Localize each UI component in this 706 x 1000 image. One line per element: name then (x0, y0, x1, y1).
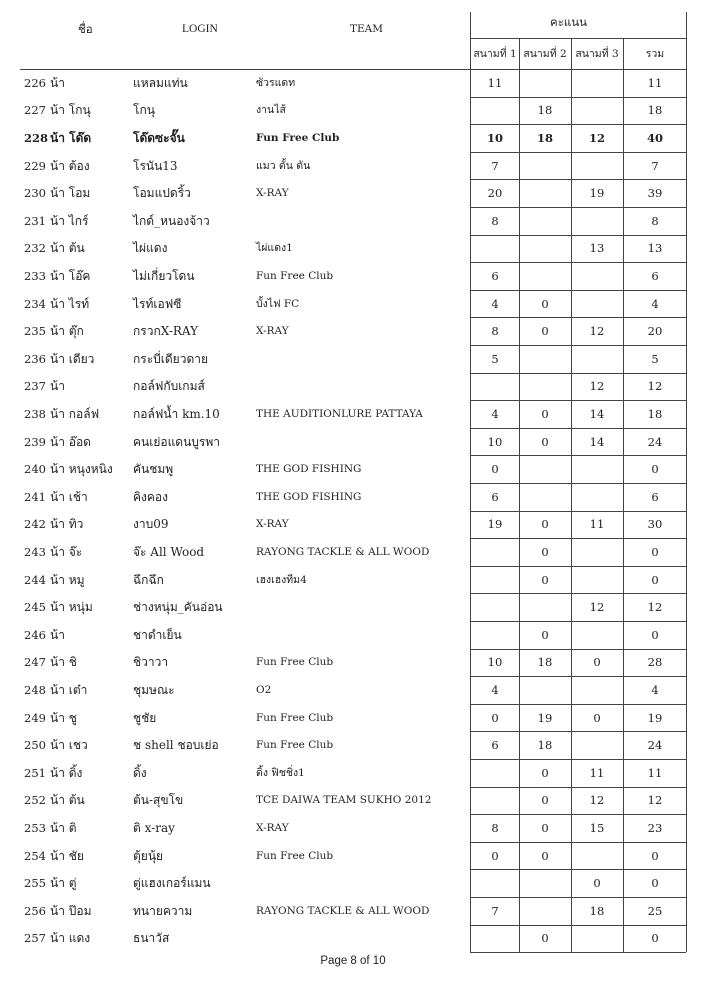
table-row (0, 179, 706, 207)
row-login: ช่างหนุ่ม_คันอ่อน (133, 600, 223, 615)
row-name: น้า ไรท์ (50, 296, 90, 311)
row-divider (470, 814, 686, 815)
row-total: 18 (647, 103, 663, 118)
row-score-field-2: 0 (541, 544, 549, 559)
row-score-field-1: 4 (491, 406, 499, 421)
row-score-field-1: 4 (491, 296, 499, 311)
row-team: RAYONG TACKLE & ALL WOOD (256, 904, 430, 917)
row-score-field-1: 7 (491, 903, 499, 918)
row-team: เฮงเฮงทีม4 (256, 573, 307, 586)
row-team: ดิ้ง ฟิชชิ่ง1 (256, 766, 305, 779)
row-login: ชูชัย (133, 710, 157, 725)
row-name: น้า ต้น (50, 793, 85, 808)
row-total: 24 (647, 738, 663, 753)
vertical-divider (623, 38, 624, 952)
row-name: น้า อ๊อด (50, 434, 91, 449)
row-divider (470, 373, 686, 374)
row-name: น้า หนุ่ม (50, 600, 93, 615)
table-row (0, 400, 706, 428)
row-team: THE GOD FISHING (256, 463, 362, 476)
row-number: 227 (24, 103, 46, 118)
row-name: น้า ติ (50, 820, 77, 835)
row-number: 253 (24, 820, 46, 835)
row-score-field-1: 10 (487, 434, 503, 449)
row-score-field-2: 0 (541, 572, 549, 587)
row-score-field-2: 0 (541, 434, 549, 449)
row-divider (470, 345, 686, 346)
row-divider (470, 925, 686, 926)
row-team: งานไส้ (256, 104, 286, 117)
table-row (0, 842, 706, 870)
row-login: กอล์ฟกับเกมส์ (133, 379, 205, 394)
row-score-field-2: 0 (541, 406, 549, 421)
row-score-field-3: 12 (589, 379, 605, 394)
row-login: คนเย่อแดนบูรพา (133, 434, 221, 449)
row-score-field-2: 0 (541, 848, 549, 863)
row-login: กรวกX-RAY (133, 324, 199, 339)
row-score-field-1: 0 (491, 848, 499, 863)
row-score-field-3: 14 (589, 406, 605, 421)
row-number: 247 (24, 655, 46, 670)
row-score-field-2: 19 (537, 710, 553, 725)
row-number: 229 (24, 158, 46, 173)
row-login: กอล์ฟน้ำ km.10 (133, 406, 220, 421)
vertical-divider (571, 38, 572, 952)
row-login: งาบ09 (133, 517, 169, 532)
row-login: โกนุ (133, 103, 155, 118)
table-row (0, 925, 706, 953)
table-row (0, 593, 706, 621)
row-score-field-2: 0 (541, 820, 549, 835)
vertical-divider (686, 12, 687, 952)
row-total: 25 (647, 903, 663, 918)
row-number: 243 (24, 544, 46, 559)
row-total: 0 (651, 627, 659, 642)
row-name: น้า โด๊ด (50, 130, 92, 145)
row-score-field-1: 0 (491, 710, 499, 725)
row-total: 8 (651, 213, 659, 228)
row-total: 0 (651, 848, 659, 863)
row-team: ซัวรแดท (256, 76, 296, 89)
row-divider (470, 455, 686, 456)
row-number: 231 (24, 213, 46, 228)
row-score-field-3: 0 (593, 655, 601, 670)
row-divider (470, 731, 686, 732)
row-total: 0 (651, 931, 659, 946)
row-team: Fun Free Club (256, 656, 334, 669)
row-total: 18 (647, 406, 663, 421)
row-name: น้า จ๊ะ (50, 544, 83, 559)
row-team: ไผ่แดง1 (256, 242, 293, 255)
row-divider (470, 262, 686, 263)
row-score-field-2: 0 (541, 793, 549, 808)
row-divider (470, 759, 686, 760)
row-login: ไกด์_หนองจ้าว (133, 213, 210, 228)
row-number: 251 (24, 765, 46, 780)
score-header-divider (470, 38, 686, 39)
row-divider (470, 538, 686, 539)
row-team: Fun Free Club (256, 711, 334, 724)
row-team: X-RAY (256, 325, 289, 338)
table-row (0, 759, 706, 787)
row-number: 245 (24, 600, 46, 615)
row-login: ตุ้ยนุ้ย (133, 848, 164, 863)
row-name: น้า ตู่ (50, 876, 77, 891)
table-row (0, 787, 706, 815)
row-name: น้า โกนุ (50, 103, 91, 118)
row-name: น้า ดิ้ง (50, 765, 83, 780)
row-score-field-2: 0 (541, 324, 549, 339)
row-name: น้า เดียว (50, 351, 95, 366)
row-number: 238 (24, 406, 46, 421)
table-row (0, 731, 706, 759)
row-number: 249 (24, 710, 46, 725)
row-divider (470, 593, 686, 594)
row-score-field-3: 12 (588, 130, 605, 145)
table-row (0, 814, 706, 842)
row-login: คิงคอง (133, 489, 168, 504)
row-team: THE AUDITIONLURE PATTAYA (256, 407, 423, 420)
header-name: ชื่อ (78, 22, 93, 36)
header-field-2: สนามที่ 2 (523, 48, 567, 60)
row-name: น้า เช้า (50, 489, 88, 504)
row-total: 0 (651, 572, 659, 587)
row-total: 11 (647, 765, 663, 780)
row-number: 241 (24, 489, 46, 504)
table-row (0, 649, 706, 677)
row-name: น้า แดง (50, 931, 91, 946)
row-number: 236 (24, 351, 46, 366)
header-team: TEAM (350, 23, 384, 35)
table-row (0, 538, 706, 566)
table-row (0, 124, 706, 152)
row-score-field-2: 0 (541, 296, 549, 311)
row-number: 234 (24, 296, 46, 311)
row-name: น้า เชว (50, 738, 88, 753)
row-login: ช shell ชอบเย่อ (133, 738, 219, 753)
row-login: ทนายความ (133, 903, 193, 918)
row-total: 6 (651, 268, 659, 283)
row-score-field-2: 18 (536, 130, 553, 145)
row-total: 20 (647, 324, 663, 339)
row-name: น้า เต๋า (50, 682, 88, 697)
row-score-field-3: 18 (589, 903, 605, 918)
row-team: Fun Free Club (256, 269, 334, 282)
row-score-field-3: 14 (589, 434, 605, 449)
row-number: 242 (24, 517, 46, 532)
row-total: 4 (651, 682, 659, 697)
row-divider (470, 511, 686, 512)
row-divider (470, 97, 686, 98)
row-team: X-RAY (256, 187, 289, 200)
row-divider (470, 235, 686, 236)
row-number: 254 (24, 848, 46, 863)
table-row (0, 235, 706, 263)
row-login: ฉึกฉึก (133, 572, 164, 587)
row-total: 24 (647, 434, 663, 449)
table-row (0, 207, 706, 235)
row-total: 28 (647, 655, 663, 670)
row-name: น้า ตุ๊ก (50, 324, 84, 339)
header-login: LOGIN (182, 23, 218, 35)
row-total: 6 (651, 489, 659, 504)
row-score-field-3: 0 (593, 710, 601, 725)
header-field-3: สนามที่ 3 (575, 48, 619, 60)
row-login: ไรท์เอฟซี (133, 296, 182, 311)
row-login: ธนาวัส (133, 931, 170, 946)
row-total: 5 (651, 351, 659, 366)
table-row (0, 373, 706, 401)
row-login: จ๊ะ All Wood (133, 544, 205, 559)
row-score-field-1: 6 (491, 268, 499, 283)
row-score-field-3: 11 (589, 517, 605, 532)
row-team: แมว ตั้น ตัน (256, 159, 311, 172)
row-login: ไผ่แดง (133, 241, 168, 256)
row-number: 252 (24, 793, 46, 808)
row-score-field-1: 5 (491, 351, 499, 366)
row-name: น้า หมู (50, 572, 85, 587)
row-team: O2 (256, 683, 272, 696)
row-score-field-3: 13 (589, 241, 605, 256)
row-name: น้า ป๊อม (50, 903, 92, 918)
row-total: 30 (647, 517, 663, 532)
row-login: โรนัน13 (133, 158, 178, 173)
row-score-field-2: 0 (541, 517, 549, 532)
row-score-field-2: 0 (541, 931, 549, 946)
row-divider (470, 842, 686, 843)
page-number: Page 8 of 10 (320, 955, 386, 967)
row-number: 235 (24, 324, 46, 339)
row-login: ติ x-ray (133, 820, 175, 835)
row-number: 232 (24, 241, 46, 256)
vertical-divider (519, 38, 520, 952)
row-divider (470, 787, 686, 788)
table-row (0, 897, 706, 925)
row-score-field-1: 0 (491, 462, 499, 477)
row-team: TCE DAIWA TEAM SUKHO 2012 (256, 794, 432, 807)
row-login: กระบี่เดียวดาย (133, 351, 208, 366)
row-total: 0 (651, 544, 659, 559)
row-score-field-1: 6 (491, 489, 499, 504)
row-name: น้า โอม (50, 186, 91, 201)
row-total: 19 (647, 710, 663, 725)
row-name: น้า (50, 75, 65, 90)
table-row (0, 511, 706, 539)
row-name: น้า (50, 627, 65, 642)
row-score-field-1: 20 (487, 186, 503, 201)
row-score-field-3: 0 (593, 876, 601, 891)
row-score-field-1: 8 (491, 820, 499, 835)
table-row (0, 483, 706, 511)
row-login: คันชมพู (133, 462, 174, 477)
row-divider (470, 566, 686, 567)
row-score-field-2: 0 (541, 627, 549, 642)
row-divider (470, 207, 686, 208)
row-score-field-1: 10 (486, 130, 503, 145)
row-divider (470, 290, 686, 291)
header-score: คะแนน (550, 15, 588, 29)
row-total: 40 (646, 130, 663, 145)
row-divider (470, 649, 686, 650)
table-row (0, 428, 706, 456)
row-total: 4 (651, 296, 659, 311)
row-score-field-3: 19 (589, 186, 605, 201)
table-row (0, 317, 706, 345)
vertical-divider (470, 12, 471, 952)
row-score-field-2: 0 (541, 765, 549, 780)
row-login: โอมแปดริ้ว (133, 186, 191, 201)
row-login: ต้น-สุขโข (133, 793, 184, 808)
row-total: 0 (651, 876, 659, 891)
row-number: 240 (24, 462, 46, 477)
table-row (0, 345, 706, 373)
row-number: 237 (24, 379, 46, 394)
table-row (0, 704, 706, 732)
table-row (0, 676, 706, 704)
row-score-field-3: 12 (589, 793, 605, 808)
row-number: 246 (24, 627, 46, 642)
table-row (0, 869, 706, 897)
row-name: น้า กอล์ฟ (50, 406, 100, 421)
table-row (0, 97, 706, 125)
header-field-1: สนามที่ 1 (473, 48, 517, 60)
row-divider (470, 483, 686, 484)
row-score-field-2: 18 (537, 738, 553, 753)
row-login: ชาดำเย็น (133, 627, 182, 642)
row-total: 12 (647, 600, 663, 615)
row-login: ไม่เกี่ยวโดน (133, 268, 195, 283)
table-row (0, 455, 706, 483)
row-team: RAYONG TACKLE & ALL WOOD (256, 545, 430, 558)
header-divider (20, 69, 686, 70)
row-number: 226 (24, 75, 46, 90)
row-divider (470, 428, 686, 429)
row-total: 23 (647, 820, 663, 835)
row-total: 12 (647, 793, 663, 808)
row-number: 248 (24, 682, 46, 697)
row-team: บั้งไฟ FC (256, 297, 300, 310)
row-name: น้า ชู (50, 710, 77, 725)
row-team: X-RAY (256, 518, 289, 531)
row-login: ตู่แฮงเกอร์แมน (133, 876, 211, 891)
row-login: ชุมษณะ (133, 682, 175, 697)
row-login: แหลมแท่น (133, 75, 188, 90)
row-divider (470, 124, 686, 125)
row-total: 13 (647, 241, 663, 256)
row-score-field-1: 11 (487, 75, 503, 90)
row-score-field-1: 7 (491, 158, 499, 173)
row-name: น้า ชัย (50, 848, 84, 863)
table-row (0, 152, 706, 180)
row-number: 255 (24, 876, 46, 891)
row-team: Fun Free Club (256, 131, 340, 144)
row-number: 257 (24, 931, 46, 946)
row-divider (470, 869, 686, 870)
table-row (0, 566, 706, 594)
row-number: 233 (24, 268, 46, 283)
row-team: X-RAY (256, 821, 289, 834)
row-team: Fun Free Club (256, 849, 334, 862)
row-login: โด๊ดซะจั๊น (133, 130, 185, 145)
row-name: น้า ทิว (50, 517, 84, 532)
table-row (0, 621, 706, 649)
row-team: THE GOD FISHING (256, 490, 362, 503)
row-score-field-1: 8 (491, 324, 499, 339)
row-score-field-1: 4 (491, 682, 499, 697)
row-number: 228 (24, 130, 49, 145)
row-score-field-3: 15 (589, 820, 605, 835)
row-name: น้า ต้น (50, 241, 85, 256)
row-score-field-1: 19 (487, 517, 503, 532)
row-score-field-2: 18 (537, 655, 553, 670)
row-score-field-1: 8 (491, 213, 499, 228)
row-score-field-2: 18 (537, 103, 553, 118)
row-team: Fun Free Club (256, 739, 334, 752)
row-number: 256 (24, 903, 46, 918)
row-score-field-3: 11 (589, 765, 605, 780)
row-score-field-3: 12 (589, 600, 605, 615)
table-row (0, 262, 706, 290)
row-login: ดิ้ง (133, 765, 147, 780)
row-score-field-1: 10 (487, 655, 503, 670)
header-total: รวม (645, 48, 665, 60)
row-number: 230 (24, 186, 46, 201)
table-row (0, 290, 706, 318)
row-login: ชิวาวา (133, 655, 169, 670)
row-divider (470, 621, 686, 622)
row-number: 239 (24, 434, 46, 449)
row-divider (470, 179, 686, 180)
row-total: 12 (647, 379, 663, 394)
row-name: น้า ไกร์ (50, 213, 89, 228)
row-divider (470, 317, 686, 318)
row-name: น้า หนุงหนิง (50, 462, 113, 477)
row-divider (470, 676, 686, 677)
row-total: 11 (647, 75, 663, 90)
row-total: 0 (651, 462, 659, 477)
row-divider (470, 704, 686, 705)
table-row (0, 69, 706, 97)
row-name: น้า (50, 379, 65, 394)
row-divider (470, 152, 686, 153)
row-name: น้า ต้อง (50, 158, 90, 173)
row-total: 7 (651, 158, 659, 173)
row-name: น้า โอ๊ค (50, 268, 91, 283)
row-number: 244 (24, 572, 46, 587)
row-divider (470, 400, 686, 401)
table-bottom-line (470, 952, 686, 953)
row-score-field-3: 12 (589, 324, 605, 339)
row-score-field-1: 6 (491, 738, 499, 753)
row-total: 39 (647, 186, 663, 201)
row-name: น้า ชิ (50, 655, 77, 670)
row-number: 250 (24, 738, 46, 753)
row-divider (470, 897, 686, 898)
